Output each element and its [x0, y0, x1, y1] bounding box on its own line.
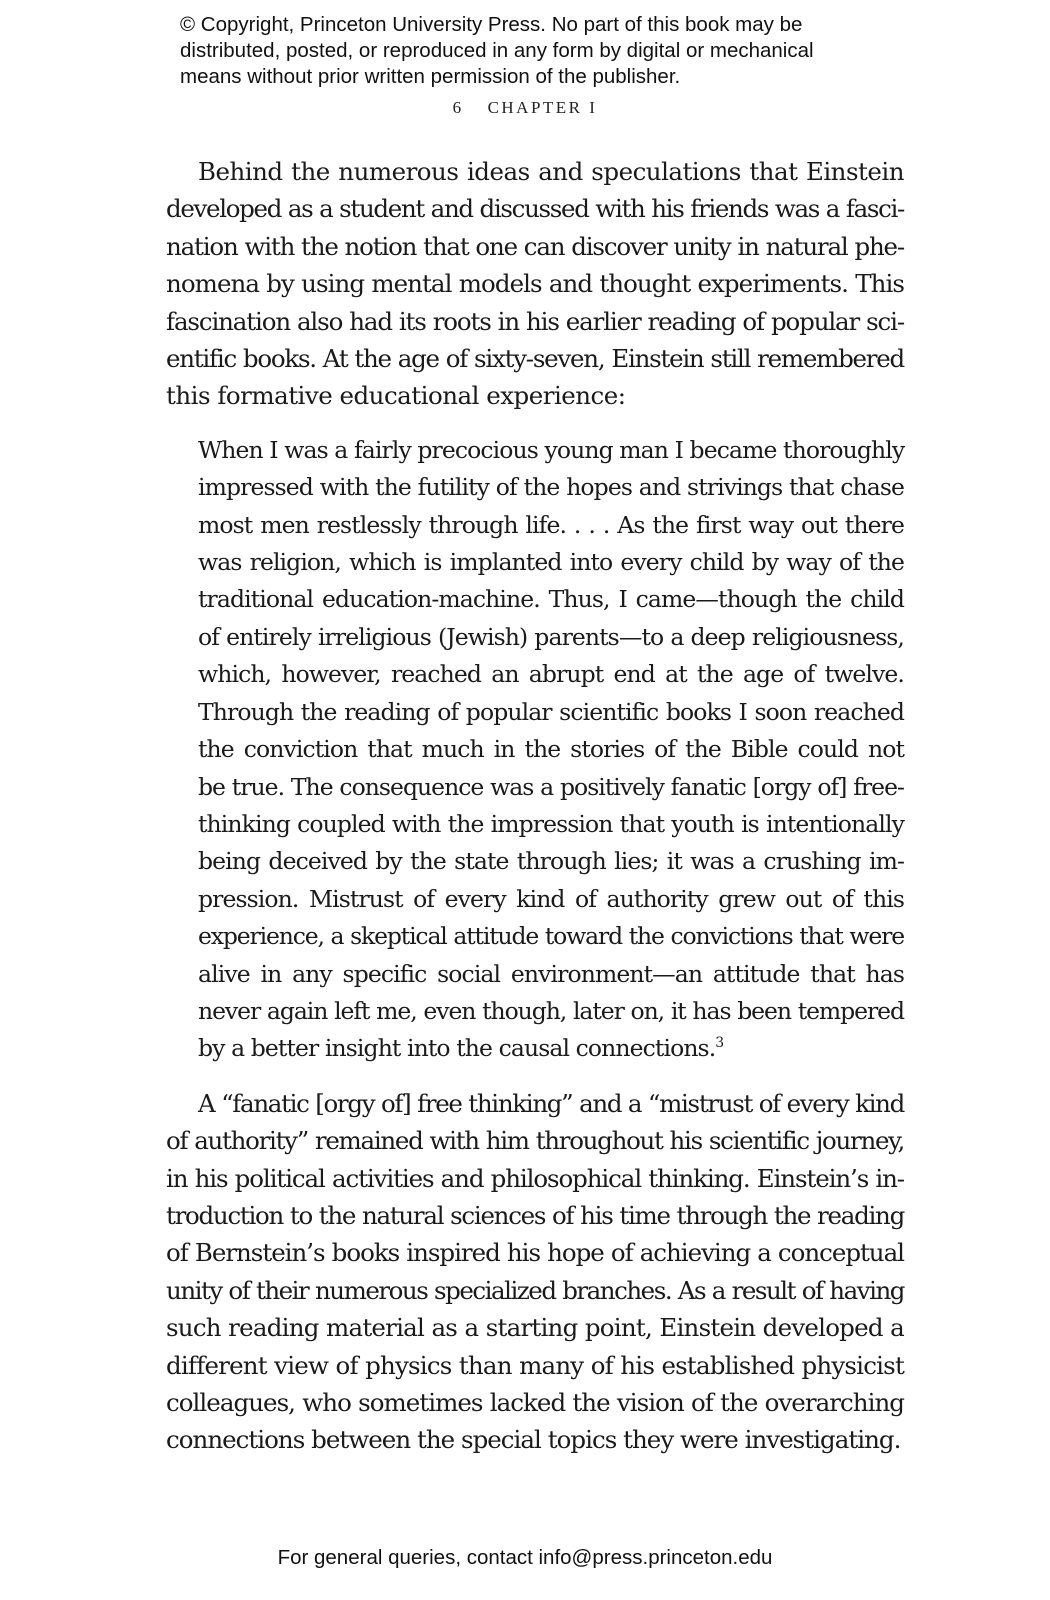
line-text: A “fanatic [orgy of] free thinking” and a “mistrust of every kind — [198, 1088, 904, 1118]
text-line: troduction to the natural sciences of his time through the reading — [166, 1200, 904, 1230]
footer-contact: For general queries, contact info@press.princeton.edu — [277, 1546, 773, 1569]
quote-line: pression. Mistrust of every kind of authority grew out of this — [198, 884, 904, 913]
text-line: nation with the notion that one can discover unity in natural phe- — [166, 231, 904, 261]
line-text: Behind the numerous ideas and speculations that Einstein — [198, 157, 904, 186]
quote-line: experience, a skeptical attitude toward the convictions that were — [198, 922, 904, 951]
text-line: nomena by using mental models and thought experiments. This — [166, 269, 904, 299]
paragraph-2 — [166, 1085, 904, 1459]
quote-line: being deceived by the state through lies; it was a crushing im- — [198, 847, 904, 876]
copyright-line: distributed, posted, or reproduced in any form by digital or mechanical — [180, 39, 814, 62]
quote-line: thinking coupled with the impression that youth is intentionally — [198, 809, 904, 838]
quote-line: never again left me, even though, later on, it has been tempered — [198, 996, 904, 1025]
quote-line: was religion, which is implanted into every child by way of the — [198, 548, 904, 577]
text-line: in his political activities and philosophical thinking. Einstein’s in- — [166, 1163, 904, 1193]
quote-line: of entirely irreligious (Jewish) parents—to a deep religiousness, — [198, 622, 904, 651]
text-line: different view of physics than many of his established physicist — [166, 1350, 904, 1380]
copyright-line: means without prior written permission of the publisher. — [180, 65, 681, 88]
quote-line: most men restlessly through life. . . . As the first way out there — [198, 510, 904, 539]
block-quote — [198, 432, 904, 1068]
paragraph-1 — [166, 153, 904, 415]
quote-line: the conviction that much in the stories of the Bible could not — [198, 735, 904, 764]
page-number: 6 — [452, 98, 464, 117]
text-line: of authority” remained with him throughout his scientific journey, — [166, 1126, 904, 1156]
page-body — [166, 153, 904, 1459]
footnote-marker: 3 — [715, 1035, 724, 1052]
copyright-line: © Copyright, Princeton University Press. No part of this book may be — [180, 13, 803, 36]
text-line: connections between the special topics they were investigating. — [166, 1425, 901, 1455]
text-line: fascination also had its roots in his earlier reading of popular sci- — [166, 306, 904, 336]
quote-line: impressed with the futility of the hopes and strivings that chase — [198, 473, 904, 502]
quote-line: When I was a fairly precocious young man I became thoroughly — [198, 435, 905, 464]
text-line — [166, 153, 904, 190]
text-line: colleagues, who sometimes lacked the vision of the overarching — [166, 1388, 904, 1417]
copyright-notice — [180, 12, 900, 90]
text-line: this formative educational experience: — [166, 381, 626, 411]
text-line — [166, 1085, 904, 1122]
text-line: of Bernstein’s books inspired his hope of achieving a conceptual — [166, 1238, 904, 1268]
quote-line: which, however, reached an abrupt end at the age of twelve. — [198, 660, 904, 689]
running-head — [0, 98, 1050, 118]
quote-line: Through the reading of popular scientific books I soon reached — [198, 697, 904, 726]
text-line: unity of their numerous specialized branches. As a result of having — [166, 1275, 904, 1305]
quote-line — [198, 1030, 904, 1067]
quote-line: traditional education-machine. Thus, I came—though the child — [198, 585, 904, 614]
line-text: by a better insight into the causal connections. — [198, 1034, 716, 1063]
chapter-label: CHAPTER I — [487, 98, 598, 117]
text-line: entific books. At the age of sixty-seven, Einstein still remembered — [166, 344, 904, 374]
text-line: developed as a student and discussed with his friends was a fasci- — [166, 194, 904, 224]
quote-line: alive in any specific social environment—an attitude that has — [198, 959, 904, 988]
text-line: such reading material as a starting point, Einstein developed a — [166, 1313, 904, 1343]
quote-line: be true. The consequence was a positively fanatic [orgy of] free- — [198, 772, 904, 801]
